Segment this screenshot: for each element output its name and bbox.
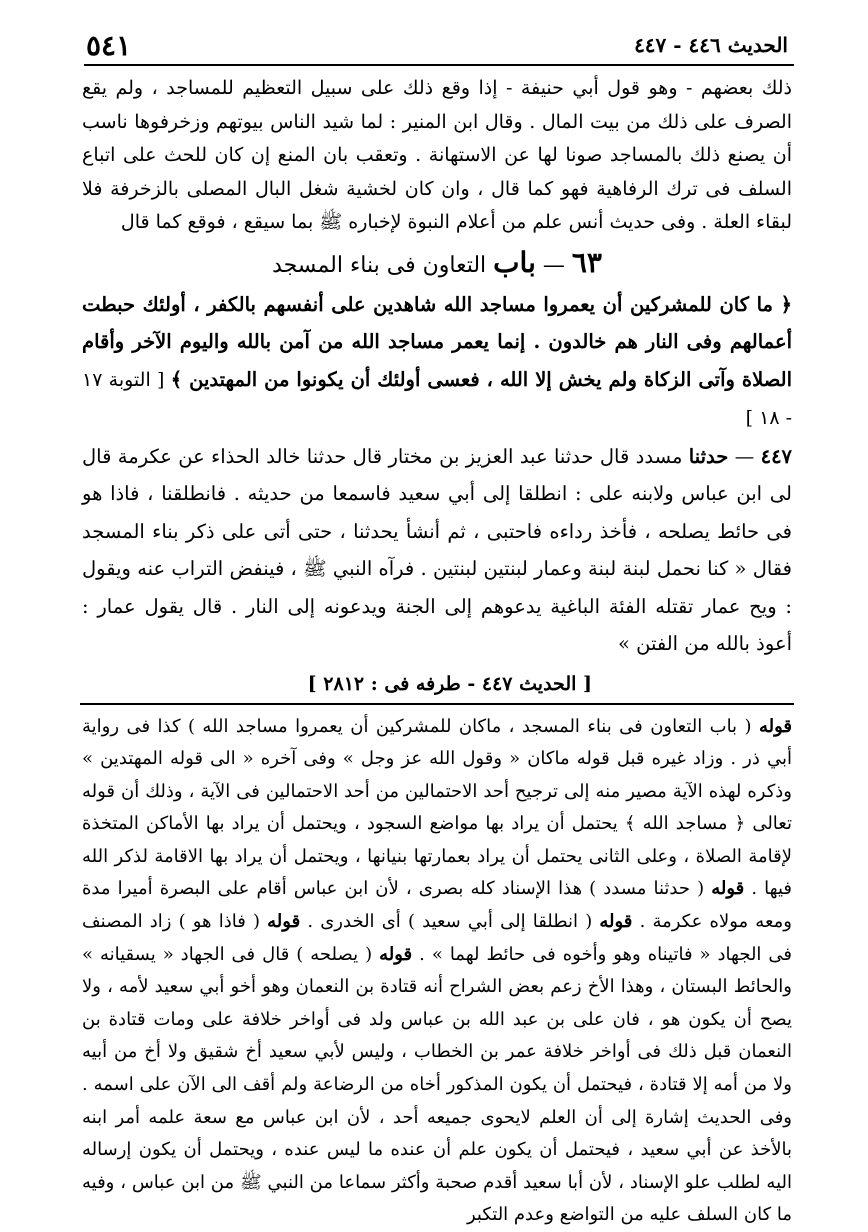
running-head: الحديث ٤٤٦ - ٤٤٧: [634, 33, 788, 57]
commentary-segment: ( باب التعاون فى بناء المسجد ، ماكان للمشركين أن يعمروا مساجد الله ) كذا فى رواية أبي ذر . وزاد غيره قبل قوله ماكان « وقول الله عز وجل » وفى آخره « الى قوله المهتدين » وذكره لهذه الآية مصير منه إلى ترجيح أحد الاحتمالين من أحد الاحتمالين فى الآية ، وذلك أن قوله تعالى ﴿ مساجد الله ﴾ يحتمل أن يراد بها مواضع السجود ، ويحتمل أن يراد بها الأماكن المتخذة لإقامة الصلاة ، وعلى الثانى يحتمل أن يراد بعمارتها بنيانها ، ويحتمل أن يراد بها الاقامة لذكر الله فيها .: [82, 716, 792, 900]
hadith-opening: حدثنا: [689, 445, 729, 468]
keyword-qawluhu: قوله: [379, 944, 412, 965]
commentary-segment: ( حدثنا مسدد ) هذا الإسناد كله بصرى ، لأن ابن عباس أقام على البصرة أميرا مدة ومعه مولاه عكرمة .: [82, 878, 792, 932]
commentary-rule: [80, 703, 794, 705]
verse-block: [82, 286, 792, 438]
verse-text: ﴿ ما كان للمشركين أن يعمروا مساجد الله شاهدين على أنفسهم بالكفر ، أولئك حبطت أعمالهم وفى النار هم خالدون . إنما يعمر مساجد الله من آمن بالله واليوم الآخر وأقام الصلاة وآتى الزكاة ولم يخش إلا الله ، فعسى أولئك أن يكونوا من المهتدين ﴾: [82, 293, 792, 391]
hadith-text: مسدد قال حدثنا عبد العزيز بن مختار قال حدثنا خالد الحذاء عن عكرمة قال لى ابن عباس ولابنه على : انطلقا إلى أبي سعيد فاسمعا من حديثه . فانطلقنا ، فاذا هو فى حائط يصلحه ، فأخذ رداءه فاحتبى ، ثم أنشأ يحدثنا ، حتى أتى على ذكر بناء المسجد فقال « كنا نحمل لبنة لبنة وعمار لبنتين لبنتين . فرآه النبي ﷺ ، فينفض التراب عنه ويقول : ويح عمار تقتله الفئة الباغية يدعوهم إلى الجنة ويدعونه إلى النار . قال يقول عمار : أعوذ بالله من الفتن »: [82, 445, 792, 656]
commentary-segment: ( انطلقا إلى أبي سعيد ) أى الخدرى .: [307, 911, 592, 932]
header-rule: [84, 64, 794, 66]
hadith-citation: [ الحديث ٤٤٧ - طرفه فى : ٢٨١٢ ]: [82, 665, 792, 703]
page-number: ٥٤١: [86, 29, 131, 62]
keyword-qawluhu: قوله: [759, 716, 792, 737]
chapter-number: ٦٣: [572, 246, 602, 279]
verse-reference: [ التوبة ١٧ - ١٨ ]: [82, 369, 792, 430]
chapter-title: التعاون فى بناء المسجد: [272, 253, 486, 278]
commentary-segment: ( يصلحه ) قال فى الجهاد « يسقيانه » والحائط البستان ، وهذا الأخ زعم بعض الشراح أنه قتادة بن النعمان وهو أخو أبي سعيد لأمه ، ولا يصح أن يكون هو ، فان على بن عبد الله بن عباس ولد فى أواخر خلافة على ومات قتادة بن النعمان قبل ذلك فى أواخر خلافة عمر بن الخطاب ، وليس لأبي سعيد أخ شقيق ولا أخ من أبيه ولا من أمه إلا قتادة ، فيحتمل أن يكون المذكور أخاه من الرضاعة ولم أقف الى الآن على اسمه . وفى الحديث إشارة إلى أن العلم لايحوى جميعه أحد ، لأن ابن عباس مع سعة علمه أمر ابنه بالأخذ عن أبي سعيد ، فيحتمل أن يكون علم أن عنده ما ليس عنده ، ويحتمل أن يكون إرساله اليه لطلب علو الإسناد ، لأن أبا سعيد أقدم صحبة وأكثر سماعا من النبي ﷺ من ابن عباس ، وفيه ما كان السلف عليه من التواضع وعدم التكبر: [82, 944, 792, 1226]
hadith-block: ٤٤٧ — حدثنا مسدد قال حدثنا عبد العزيز بن مختار قال حدثنا خالد الحذاء عن عكرمة قال لى ابن عباس ولابنه على : انطلقا إلى أبي سعيد فاسمعا من حديثه . فانطلقنا ، فاذا هو فى حائط يصلحه ، فأخذ رداءه فاحتبى ، ثم أنشأ يحدثنا ، حتى أتى على ذكر بناء المسجد فقال « كنا نحمل لبنة لبنة وعمار لبنتين لبنتين . فرآه النبي ﷺ ، فينفض التراب عنه ويقول : ويح عمار تقتله الفئة الباغية يدعوهم إلى الجنة ويدعونه إلى النار . قال يقول عمار : أعوذ بالله من الفتن »: [82, 438, 792, 663]
intro-paragraph: ذلك بعضهم - وهو قول أبي حنيفة - إذا وقع ذلك على سبيل التعظيم للمساجد ، ولم يقع الصرف على ذلك من بيت المال . وقال ابن المنير : لما شيد الناس بيوتهم وزخرفوها ناسب أن يصنع ذلك بالمساجد صونا لها عن الاستهانة . وتعقب بان المنع إن كان للحث على اتباع السلف فى ترك الرفاهية فهو كما قال ، وان كان لخشية شغل البال المصلى بالزخرفة فلا لبقاء العلة . وفى حديث أنس علم من أعلام النبوة لإخباره ﷺ بما سيقع ، فوقع كما قال: [82, 72, 792, 240]
keyword-qawluhu: قوله: [599, 911, 632, 932]
keyword-qawluhu: قوله: [711, 878, 744, 899]
page-content: [82, 72, 792, 1232]
page-header: [86, 28, 788, 62]
chapter-word: باب: [493, 246, 536, 279]
commentary-segment: ( فاذا هو ) زاد المصنف فى الجهاد « فاتيناه وهو وأخوه فى حائط لهما » .: [82, 911, 792, 965]
hadith-number: ٤٤٧: [761, 445, 792, 468]
commentary: [82, 711, 792, 1232]
chapter-heading: ٦٣ — باب التعاون فى بناء المسجد: [82, 240, 792, 286]
keyword-qawluhu: قوله: [267, 911, 300, 932]
